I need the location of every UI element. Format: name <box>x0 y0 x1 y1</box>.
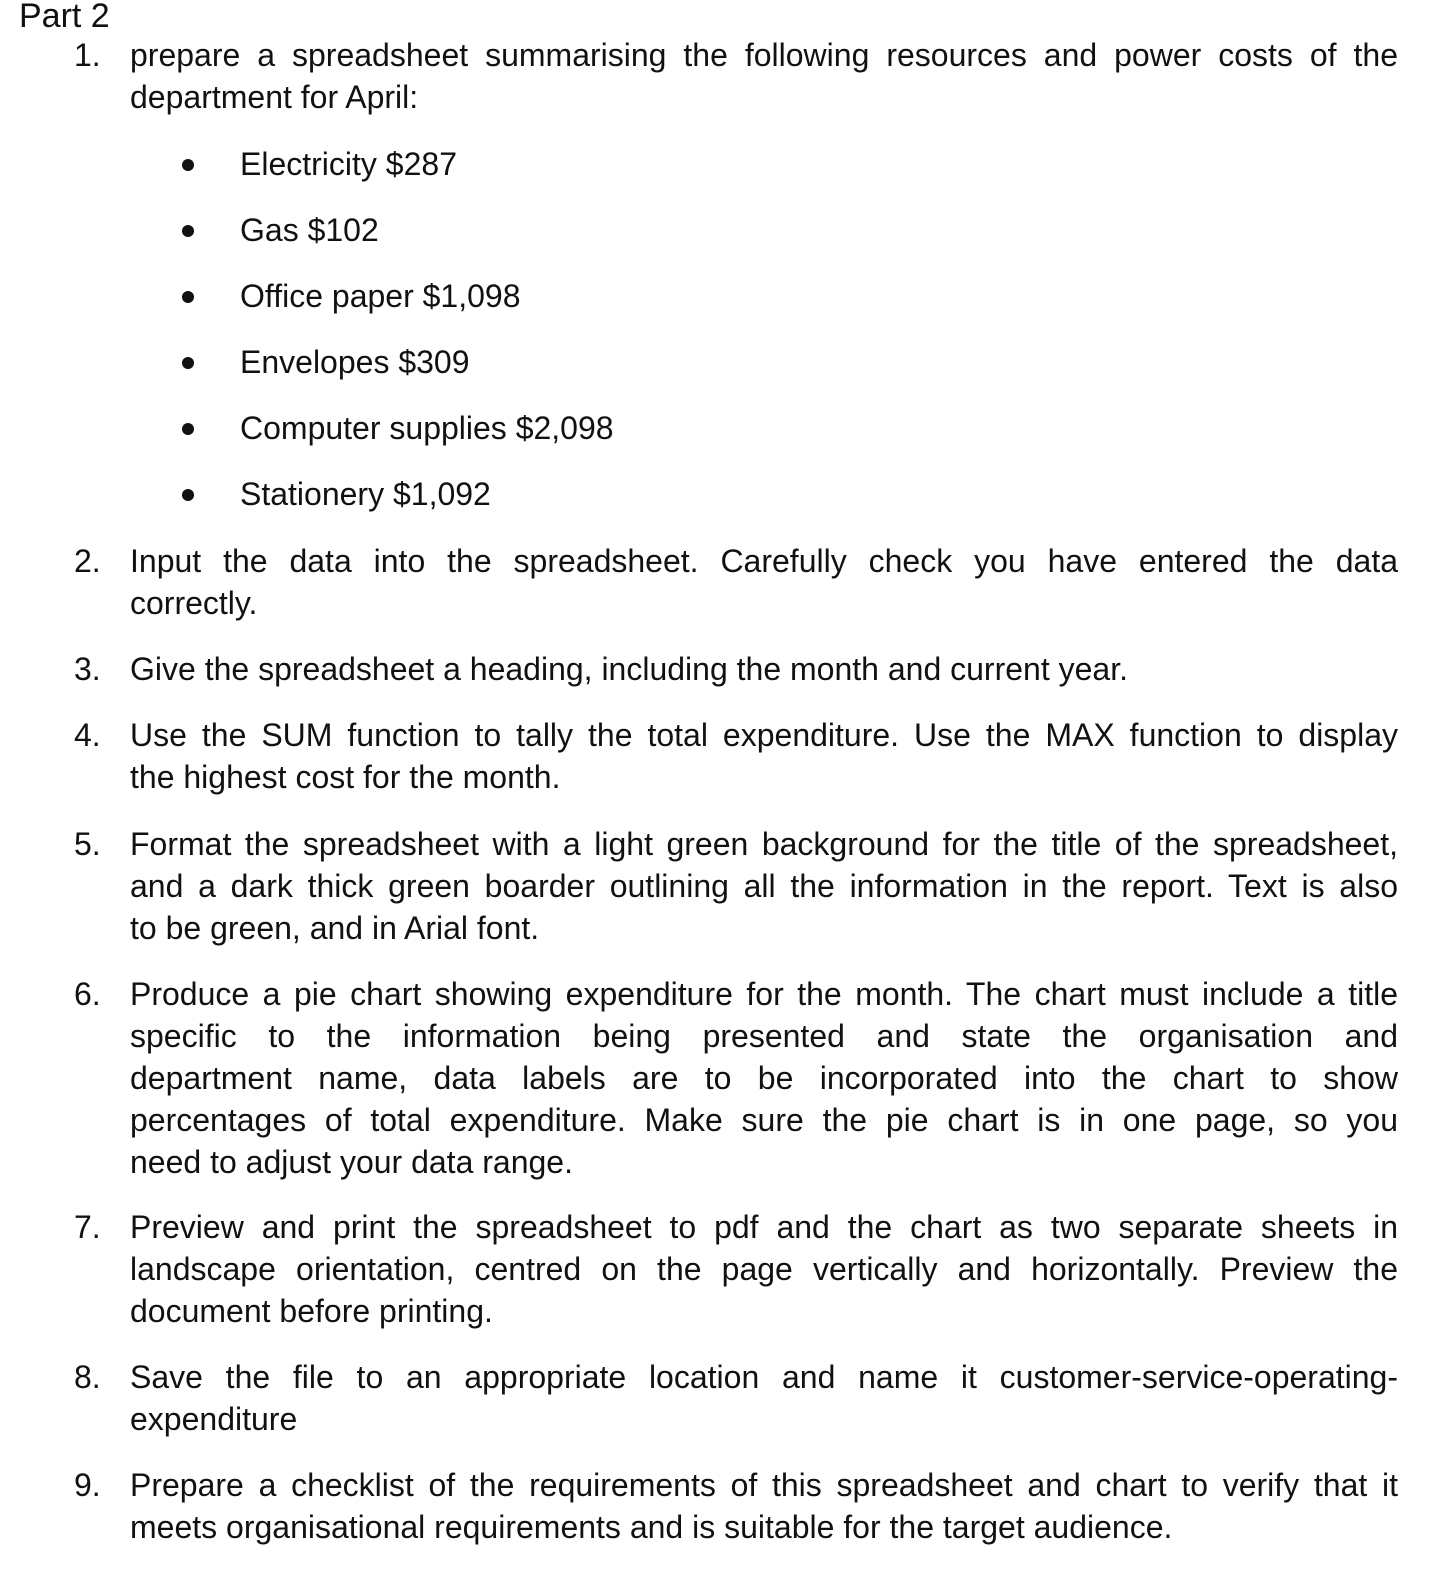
text-line: department for April: <box>130 79 419 115</box>
text-line: expenditure <box>130 1401 298 1437</box>
text-line: landscape orientation, centred on the page vertically and horizontally. Preview the <box>130 1251 1398 1287</box>
text-line: the highest cost for the month. <box>130 759 561 795</box>
list-item-text <box>130 34 1398 118</box>
text-line: Input the data into the spreadsheet. Carefully check you have entered the data <box>130 543 1398 579</box>
list-item-number: 9. <box>74 1467 101 1503</box>
bullet-dot-icon <box>182 357 194 369</box>
list-item-number: 6. <box>74 976 101 1012</box>
list-item-number: 7. <box>74 1209 101 1245</box>
list-item-text <box>130 1206 1398 1332</box>
bullet-text: Electricity $287 <box>240 146 457 182</box>
text-line: meets organisational requirements and is suitable for the target audience. <box>130 1509 1173 1545</box>
text-line: Produce a pie chart showing expenditure for the month. The chart must include a title <box>130 976 1398 1012</box>
text-line: Give the spreadsheet a heading, including the month and current year. <box>130 651 1128 687</box>
bullet-item-computer-supplies <box>0 407 1455 449</box>
text-line: document before printing. <box>130 1293 493 1329</box>
text-line: Prepare a checklist of the requirements of this spreadsheet and chart to verify that it <box>130 1467 1398 1503</box>
text-line: department name, data labels are to be incorporated into the chart to show <box>130 1060 1398 1096</box>
text-line: to be green, and in Arial font. <box>130 910 540 946</box>
bullet-item-office-paper <box>0 275 1455 317</box>
list-item-text <box>130 823 1398 949</box>
list-item-number: 1. <box>74 37 101 73</box>
bullet-dot-icon <box>182 159 194 171</box>
bullet-text: Computer supplies $2,098 <box>240 410 614 446</box>
text-line: specific to the information being presented and state the organisation and <box>130 1018 1398 1054</box>
list-item-text <box>130 1464 1398 1548</box>
list-item-number: 5. <box>74 826 101 862</box>
text-line: prepare a spreadsheet summarising the following resources and power costs of the <box>130 37 1398 73</box>
bullet-text: Stationery $1,092 <box>240 476 491 512</box>
bullet-item-electricity <box>0 143 1455 185</box>
list-item-number: 2. <box>74 543 101 579</box>
bullet-item-gas <box>0 209 1455 251</box>
list-item-number: 8. <box>74 1359 101 1395</box>
list-item-text <box>130 714 1398 798</box>
bullet-text: Gas $102 <box>240 212 379 248</box>
bullet-text: Office paper $1,098 <box>240 278 521 314</box>
text-line: need to adjust your data range. <box>130 1144 573 1180</box>
list-item-text <box>130 540 1398 624</box>
bullet-dot-icon <box>182 225 194 237</box>
bullet-dot-icon <box>182 291 194 303</box>
text-line: Format the spreadsheet with a light green background for the title of the spreadsheet, <box>130 826 1398 862</box>
text-line: Preview and print the spreadsheet to pdf and the chart as two separate sheets in <box>130 1209 1398 1245</box>
text-line: and a dark thick green boarder outlining all the information in the report. Text is also <box>130 868 1398 904</box>
list-item-text <box>130 973 1398 1183</box>
bullet-dot-icon <box>182 423 194 435</box>
bullet-item-envelopes <box>0 341 1455 383</box>
list-item-number: 3. <box>74 651 101 687</box>
text-line: correctly. <box>130 585 258 621</box>
bullet-dot-icon <box>182 489 194 501</box>
text-line: percentages of total expenditure. Make sure the pie chart is in one page, so you <box>130 1102 1398 1138</box>
text-line: Use the SUM function to tally the total expenditure. Use the MAX function to display <box>130 717 1398 753</box>
bullet-item-stationery <box>0 473 1455 515</box>
list-item-text <box>130 1356 1398 1440</box>
list-item-number: 4. <box>74 717 101 753</box>
bullet-text: Envelopes $309 <box>240 344 470 380</box>
page-title: Part 2 <box>19 0 110 35</box>
text-line: Save the file to an appropriate location and name it customer-service-operating- <box>130 1359 1398 1395</box>
list-item-text <box>130 648 1398 690</box>
